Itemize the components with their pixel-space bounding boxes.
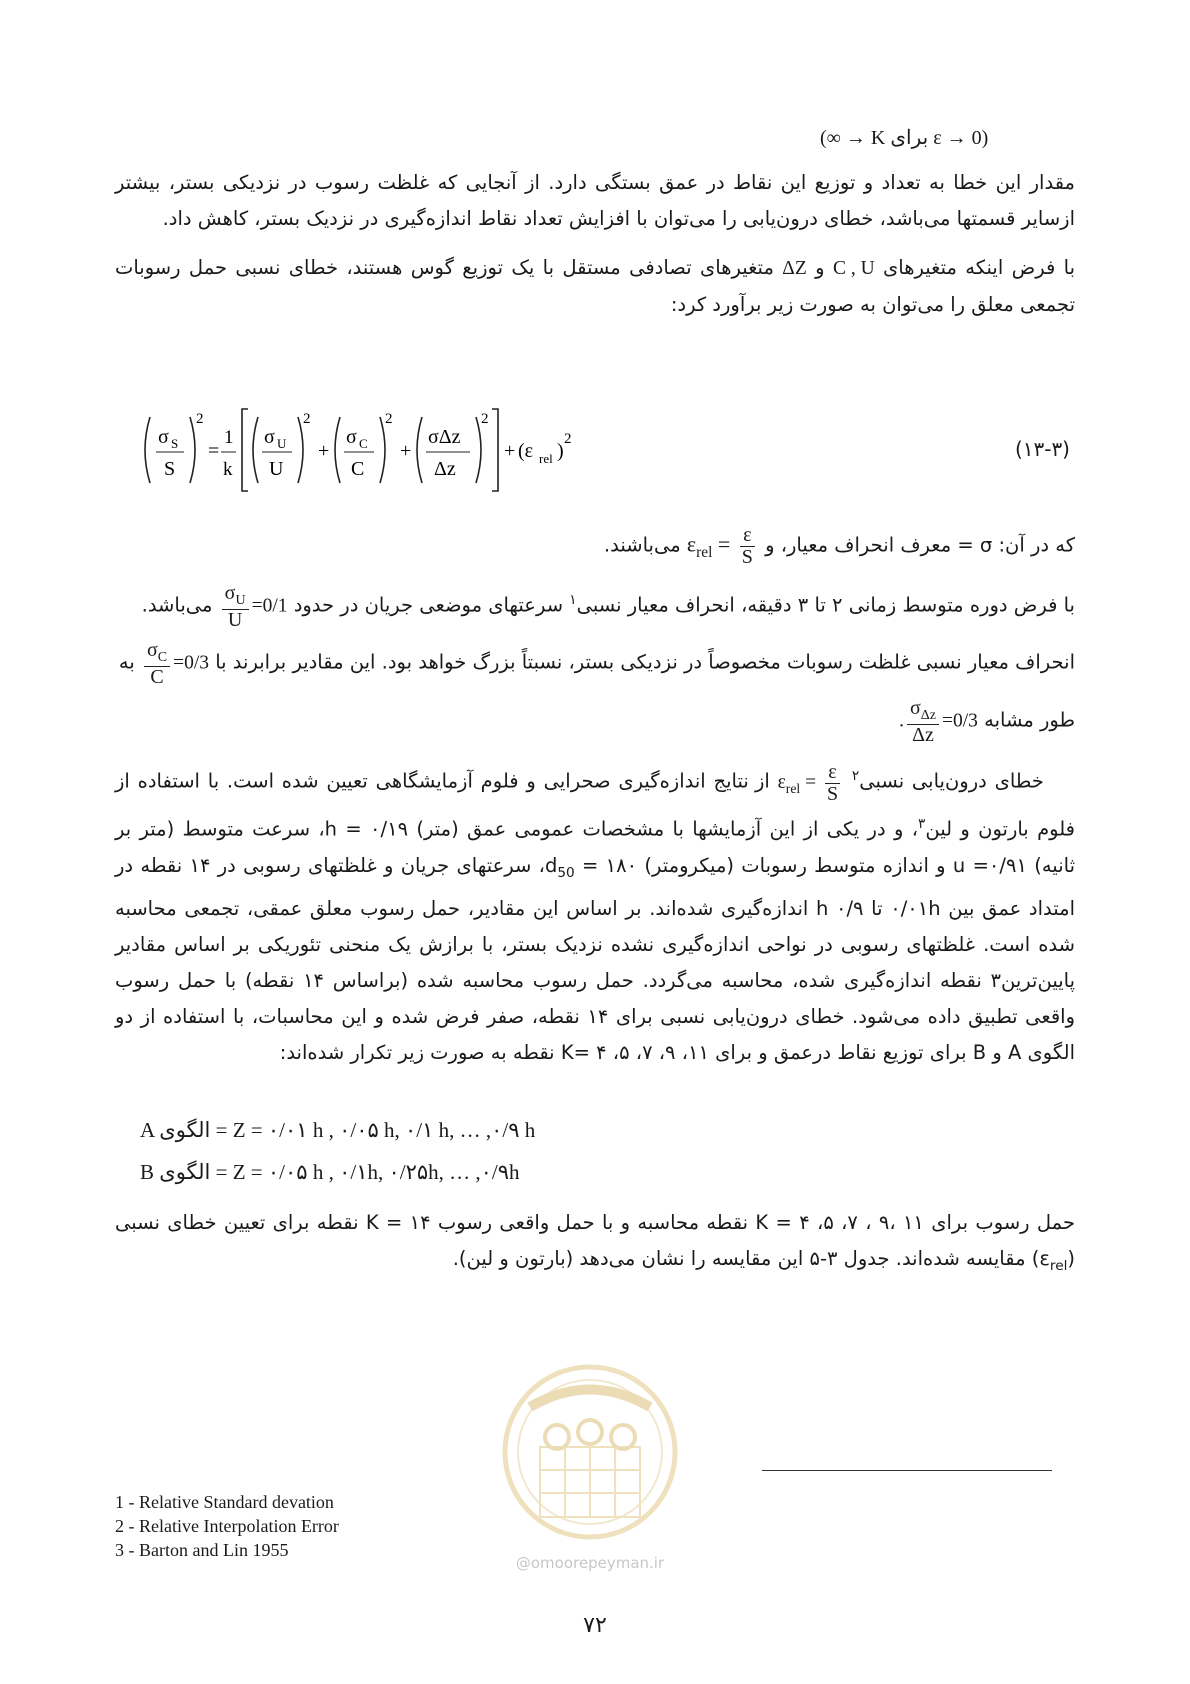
eps-rel-expression: $\varepsilon_{rel}$ = $\frac{\varepsilon}{S}$ (686, 524, 753, 568)
footnote-separator (762, 1470, 1052, 1471)
equation-13-3 (140, 405, 1070, 495)
sigma-c-ratio: $\frac{\sigma_C}{C}$ =0/3 (141, 640, 209, 688)
para2-text-b: و (815, 256, 825, 279)
paragraph-comparison: حمل رسوب برای ۱۱ ،۹ ، ۷، ۵، ۴ = K نقطه محاسبه و با حمل واقعی رسوب K = ۱۴ نقطه برای تعیین خطای نسبی $(\varepsilon_{rel})$ مقایسه شده‌اند. جدول ۳-۵ این مقایسه را نشان می‌دهد (بارتون و لین). (115, 1211, 1076, 1274)
svg-text:=: = (208, 440, 220, 462)
k-den: k (223, 459, 233, 480)
page-number: ۷۲ (583, 1613, 607, 1638)
t1-sigma: σ (264, 426, 275, 448)
svg-text:2: 2 (481, 411, 489, 427)
footnote-1: 1 - Relative Standard devation (115, 1492, 334, 1512)
t1-den: U (269, 458, 284, 480)
rel-open: (ε (518, 440, 534, 462)
para2-text-a: با فرض اینکه متغیرهای (883, 256, 1076, 279)
footnote-3: 3 - Barton and Lin 1955 (115, 1540, 289, 1560)
footnote-ref-3: ۳ (918, 816, 926, 833)
equation-graphic (140, 405, 740, 495)
lhs-sigma: σ (158, 426, 169, 448)
svg-text:+: + (318, 440, 330, 462)
paragraph-velocity-deviation: با فرض دوره متوسط زمانی ۲ تا ۳ دقیقه، انحراف معیار نسبی$^۱$ سرعتهای موضعی جریان در حدود $\frac{\sigma_U}{U}$ =0/1 می‌باشد. (141, 582, 1075, 631)
eps-rel-inline: $\varepsilon_{rel}$ = $\frac{\varepsilon}{S}$ (777, 760, 839, 805)
footnotes (115, 1490, 339, 1562)
t1-sub: U (277, 436, 287, 451)
para2-vars: C , U (832, 258, 875, 279)
where-text-b: می‌باشند. (603, 533, 681, 557)
lhs-sigma-sub: S (171, 436, 179, 451)
t2-sub: C (359, 436, 368, 451)
pattern-b-line: B الگوی = Z = ۰/۰۵ h , ۰/۱h, ۰/۲۵h, … ,۰/۹h (140, 1160, 520, 1184)
t3-den: Δz (434, 458, 456, 480)
footnote-ref-2: ۲ (851, 768, 860, 784)
footnote-ref-1: ۱ (569, 592, 577, 608)
t3-num: σΔz (428, 426, 461, 448)
svg-text:+: + (400, 440, 412, 462)
lhs-den: S (164, 458, 176, 480)
watermark-logo (485, 1352, 695, 1592)
lhs-exp: 2 (196, 411, 204, 427)
where-text-a: که در آن: σ = معرف انحراف معیار، و (765, 533, 1075, 557)
where-line (115, 525, 1075, 571)
t2-sigma: σ (346, 426, 357, 448)
svg-text:): ) (557, 440, 564, 462)
t2-den: C (351, 458, 365, 480)
svg-text:2: 2 (564, 431, 572, 447)
top-condition-line: (ε → 0 برای K → ∞) (820, 127, 989, 149)
svg-text:2: 2 (303, 411, 311, 427)
sigma-u-ratio: $\frac{\sigma_U}{U}$ =0/1 (219, 583, 288, 631)
paragraph-assumption (115, 250, 1075, 323)
sigma-dz-ratio: . $\frac{\sigma_{\Delta z}}{\Delta z}$ =0/3 (899, 697, 978, 746)
pattern-a-line: A الگوی = Z = ۰/۰۱ h , ۰/۰۵ h, ۰/۱ h, … ,۰/۹ h (140, 1118, 536, 1142)
svg-text:+: + (504, 440, 516, 462)
equation-number: (۱۳-۳) (1014, 437, 1070, 461)
svg-text:2: 2 (385, 411, 393, 427)
watermark-url: @omoorepeyman.ir (515, 1554, 665, 1572)
footnote-2: 2 - Relative Interpolation Error (115, 1516, 339, 1536)
rel-sub: rel (539, 451, 553, 466)
para2-text-c: متغیرهای تصادفی مستقل با یک توزیع گوس هستند، خطای نسبی حمل رسوبات تجمعی معلق را می‌توان به صورت زیر برآورد کرد: (115, 256, 1075, 316)
paragraph-interpolation-error: مقدار این خطا به تعداد و توزیع این نقاط در عمق بستگی دارد. از آنجایی که غلظت رسوب در نزدیکی بستر، بیشتر ازسایر قسمتها می‌باشد، خطای درون‌یابی را می‌توان با افزایش تعداد نقاط اندازه‌گیری در نزدیک بستر، کاهش داد. (115, 171, 1075, 230)
paragraph-concentration-deviation: انحراف معیار نسبی غلظت رسوبات مخصوصاً در نزدیکی بستر، نسبتاً بزرگ خواهد بود. این مقادیر برابرند با $\frac{\sigma_C}{C}$ =0/3 به (118, 639, 1075, 688)
paragraph-depth-deviation: طور مشابه . $\frac{\sigma_{\Delta z}}{\Delta z}$ =0/3 (899, 697, 1075, 746)
para2-dz: ΔZ (782, 258, 807, 279)
k-num: 1 (224, 427, 234, 448)
paragraph-barton-lin-experiment: خطای درون‌یابی نسبی$^۲$ $\varepsilon_{rel}$ = $\frac{\varepsilon}{S}$ از نتایج اندازه‌گیری صحرایی و فلوم آزمایشگاهی تعیین شده است. با استفاده از فلوم بارتون و لین$^۳$، و در یکی از این آزمایشها با مشخصات عمومی عمق (متر) h = ۰/۱۹، سرعت متوسط (متر بر ثانیه) u =۰/۹۱ و اندازه متوسط رسوبات (میکرومتر) $d_{50}$ = ۱۸۰، سرعتهای جریان و غلظتهای رسوبی در ۱۴ نقطه در امتداد عمق بین ۰/۰۱h تا ۰/۹ h اندازه‌گیری شده‌اند. بر اساس این مقادیر، حمل رسوب معلق عمقی، تجمعی محاسبه شده است. غلظتهای رسوبی در نواحی اندازه‌گیری نشده نزدیک بستر، با برازش یک منحنی تئوریکی بر اساس مقادیر پایین‌ترین۳ نقطه اندازه‌گیری شده، محاسبه می‌گردد. حمل رسوب محاسبه شده (براساس ۱۴ نقطه) با حمل رسوب واقعی تطبیق داده می‌شود. خطای درون‌یابی نسبی برای ۱۴ نقطه، صفر فرض شده و این محاسبات، با استفاده از دو الگوی A و B برای توزیع نقاط درعمق و برای K= ۴ ،۵ ،۷ ،۹ ،۱۱ نقطه به صورت زیر تکرار شده‌اند: (115, 760, 1076, 1064)
